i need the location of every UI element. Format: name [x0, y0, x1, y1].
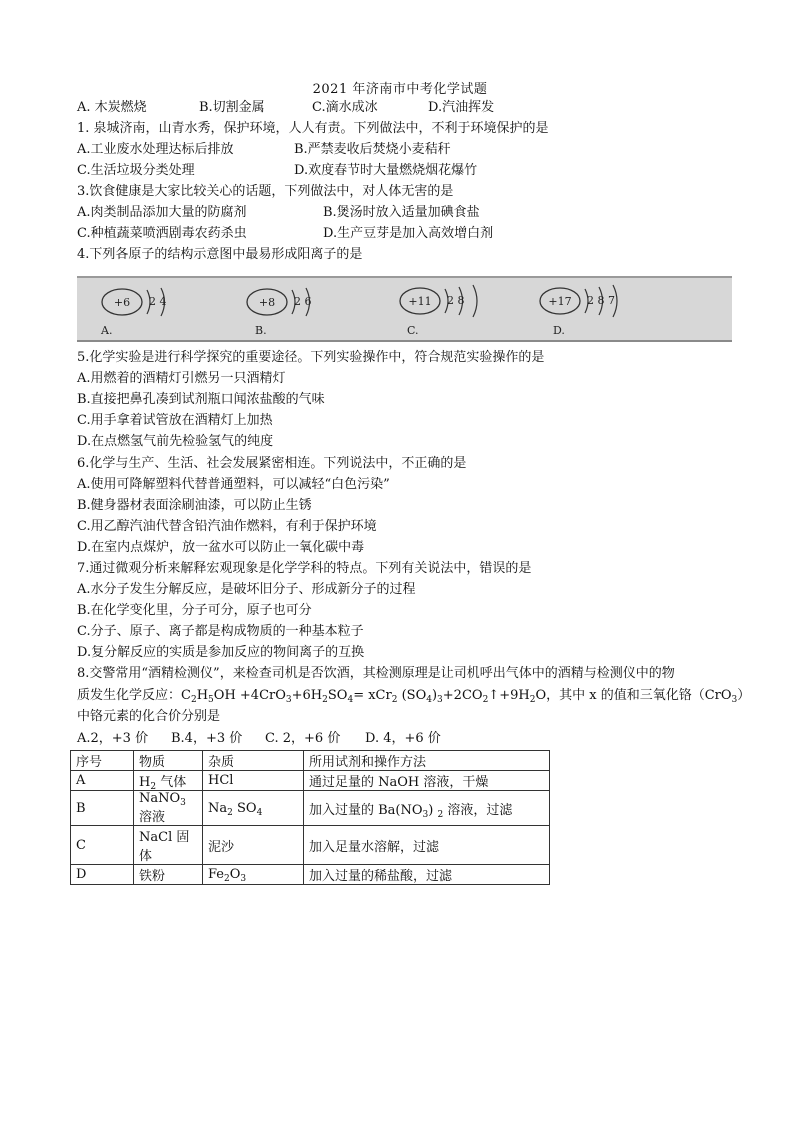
table-cell: $Na_2$ $SO_4$ — [203, 791, 304, 826]
atom-c-nucleus: +11 — [408, 295, 432, 308]
atom-b-label: B. — [255, 324, 267, 337]
table-cell: 泥沙 — [203, 826, 304, 865]
q3-stem: 3.饮食健康是大家比较关心的话题，下列做法中，对人体无害的是 — [77, 184, 454, 199]
q1-option-a: A.工业废水处理达标后排放 — [77, 142, 234, 157]
atom-c-label: C. — [407, 324, 419, 337]
q0-option-c: C.滴水成冰 — [312, 100, 378, 115]
q8-option-a: A.2，+3 价 — [77, 731, 149, 746]
q3-option-b: B.煲汤时放入适量加碘食盐 — [323, 205, 480, 220]
q7-option-b: B.在化学变化里，分子可分，原子也可分 — [77, 603, 312, 618]
q1-option-d: D.欢度春节时大量燃烧烟花爆竹 — [294, 163, 478, 178]
q6-stem: 6.化学与生产、生活、社会发展紧密相连。下列说法中，不正确的是 — [77, 456, 467, 471]
table-cell: 铁粉 — [134, 865, 203, 885]
atom-b-diagram — [247, 288, 312, 337]
q8-stem-line2: 质发生化学反应：$C_2H_5OH +4CrO_3+6H_2SO_4= xCr_2$ $(SO_4)_3+2CO_2↑+9H_2O$，其中 x 的值和三氧化铬（CrO$_3$） — [77, 688, 751, 705]
q3-option-a: A.肉类制品添加大量的防腐剂 — [77, 205, 247, 220]
atomic-structure-diagram — [77, 278, 732, 340]
table-cell: $Fe_2O_3$ — [203, 865, 304, 885]
q8-stem-prefix: 质发生化学反应： — [77, 688, 182, 703]
table-header-cell: 杂质 — [203, 751, 304, 771]
q8-option-b: B.4，+3 价 — [171, 731, 243, 746]
q8-stem-line3: 中铬元素的化合价分别是 — [77, 709, 221, 724]
atom-d-diagram — [540, 285, 617, 337]
atom-c-diagram — [400, 285, 477, 337]
q5-option-a: A.用燃着的酒精灯引燃另一只酒精灯 — [77, 371, 286, 386]
atom-c-shells: 2 8 — [447, 294, 465, 307]
atomic-structure-figure — [77, 276, 732, 342]
table-row — [71, 771, 550, 791]
q0-option-b: B.切割金属 — [199, 100, 265, 115]
q8-options — [77, 729, 441, 749]
table-cell: 加入足量水溶解，过滤 — [304, 826, 550, 865]
q8-stem-end: ） — [737, 688, 751, 703]
q6-option-c: C.用乙醇汽油代替含铅汽油作燃料，有利于保护环境 — [77, 519, 377, 534]
q7-option-a: A.水分子发生分解反应，是破坏旧分子、形成新分子的过程 — [77, 582, 416, 597]
table-cell: 加入过量的 $Ba(NO_3)$ $_2$ 溶液，过滤 — [304, 791, 550, 826]
q1-stem: 1. 泉城济南，山青水秀，保护环境，人人有责。下列做法中，不利于环境保护的是 — [77, 121, 549, 136]
table-row — [71, 791, 550, 826]
q0-option-a: A. 木炭燃烧 — [77, 100, 147, 115]
table-cell: 加入过量的稀盐酸，过滤 — [304, 865, 550, 885]
q5-stem: 5.化学实验是进行科学探究的重要途径。下列实验操作中，符合规范实验操作的是 — [77, 350, 545, 365]
q1-options-row2 — [77, 161, 737, 181]
q0-option-d: D.汽油挥发 — [428, 100, 495, 115]
q0-options — [77, 98, 494, 118]
table-cell: NaNO$_3$ 溶液 — [134, 791, 203, 826]
table-cell: C — [71, 826, 134, 865]
q8-option-c: C. 2，+6 价 — [265, 731, 341, 746]
atom-a-label: A. — [101, 324, 113, 337]
q6-option-d: D.在室内点煤炉，放一盆水可以防止一氧化碳中毒 — [77, 540, 365, 555]
q5-option-c: C.用手拿着试管放在酒精灯上加热 — [77, 413, 273, 428]
table-cell: NaCl 固体 — [134, 826, 203, 865]
table-cell: A — [71, 771, 134, 791]
atom-d-label: D. — [553, 324, 565, 337]
atom-d-nucleus: +17 — [548, 295, 572, 308]
page-title: 2021 年济南市中考化学试题 — [312, 82, 488, 97]
q1-option-c: C.生活垃圾分类处理 — [77, 163, 195, 178]
q3-options-row1 — [77, 203, 737, 223]
q6-option-a: A.使用可降解塑料代替普通塑料，可以减轻“白色污染” — [77, 477, 390, 492]
atom-a-diagram — [100, 288, 167, 337]
atom-b-shells: 2 6 — [294, 295, 312, 308]
table-cell: HCl — [203, 771, 304, 791]
q7-option-d: D.复分解反应的实质是参加反应的物间离子的互换 — [77, 645, 365, 660]
atom-a-nucleus: +6 — [113, 296, 131, 309]
table-cell: B — [71, 791, 134, 826]
q8-option-d: D. 4，+6 价 — [365, 731, 441, 746]
q5-option-b: B.直接把鼻孔凑到试剂瓶口闻浓盐酸的气味 — [77, 392, 325, 407]
q4-stem: 4.下列各原子的结构示意图中最易形成阳离子的是 — [77, 247, 363, 262]
q1-option-b: B.严禁麦收后焚烧小麦秸秆 — [294, 142, 451, 157]
table-cell: D — [71, 865, 134, 885]
atom-d-shells: 2 8 7 — [587, 294, 615, 307]
q7-option-c: C.分子、原子、离子都是构成物质的一种基本粒子 — [77, 624, 364, 639]
q7-stem: 7.通过微观分析来解释宏观现象是化学学科的特点。下列有关说法中，错误的是 — [77, 561, 532, 576]
q3-option-d: D.生产豆芽是加入高效增白剂 — [323, 226, 494, 241]
q3-options-row2 — [77, 224, 737, 244]
atom-a-shells: 2 4 — [149, 295, 167, 308]
atom-b-nucleus: +8 — [258, 296, 276, 309]
table-header-cell: 所用试剂和操作方法 — [304, 751, 550, 771]
q6-option-b: B.健身器材表面涂刷油漆，可以防止生锈 — [77, 498, 312, 513]
table-cell: 通过足量的 NaOH 溶液，干燥 — [304, 771, 550, 791]
q1-options-row1 — [77, 140, 737, 160]
table-header-cell: 物质 — [134, 751, 203, 771]
table-header-row — [71, 751, 550, 771]
table-row — [71, 826, 550, 865]
q3-option-c: C.种植蔬菜喷洒剧毒农药杀虫 — [77, 226, 247, 241]
q8-stem-suffix: ，其中 x 的值和三氧化铬（CrO — [546, 688, 732, 703]
table-row — [71, 865, 550, 885]
q5-option-d: D.在点燃氢气前先检验氢气的纯度 — [77, 434, 274, 449]
table-header-cell: 序号 — [71, 751, 134, 771]
q8-reaction-equation: $C_2H_5OH +4CrO_3+6H_2SO_4= xCr_2$ $(SO_4)_3+2CO_2↑+9H_2O$ — [181, 688, 547, 705]
q8-stem-line1: 8.交警常用“酒精检测仪”，来检查司机是否饮酒，其检测原理是让司机呼出气体中的酒精与检测仪中的物 — [77, 666, 675, 681]
purification-table — [70, 750, 550, 885]
table-cell: $H_2$ 气体 — [134, 771, 203, 791]
